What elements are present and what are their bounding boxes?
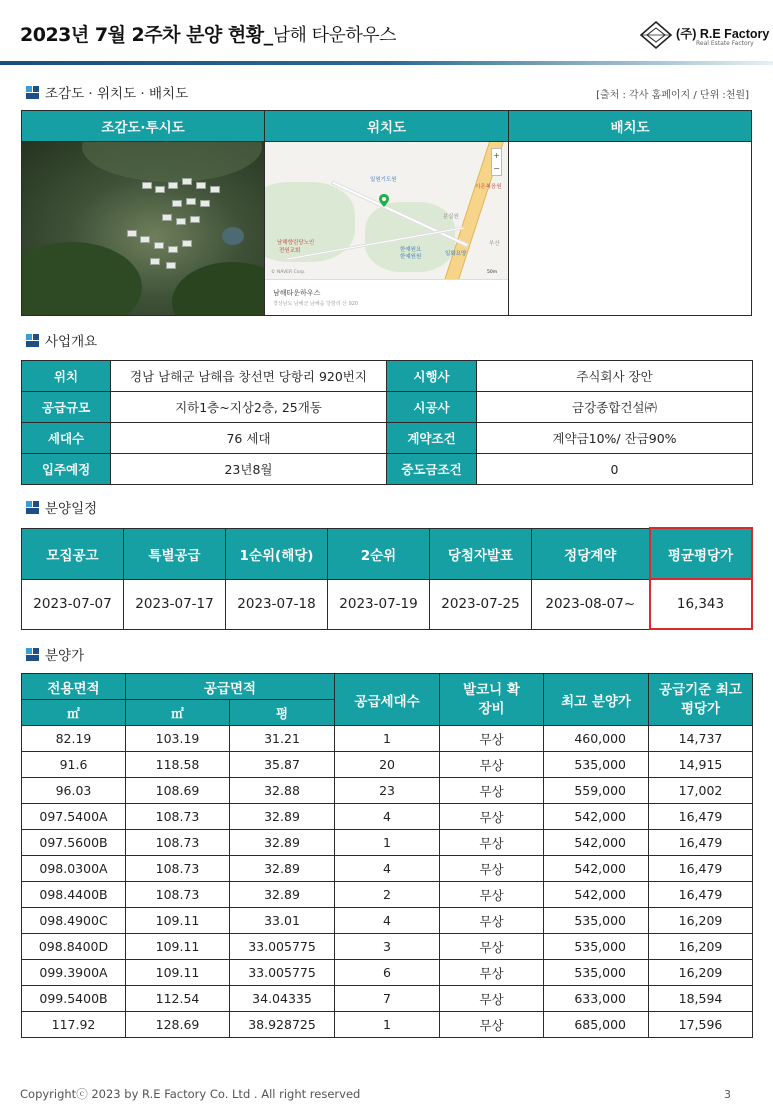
overview-table [21, 360, 753, 485]
cell-balcony: 무상 [440, 830, 544, 856]
cell-max-price: 535,000 [544, 960, 649, 986]
cell-exclusive-area: 91.6 [22, 752, 126, 778]
map-poi: 한예원원 [400, 254, 422, 260]
map-poi: 한예원요 [400, 247, 422, 253]
section-bullet-icon [26, 501, 39, 514]
title-main: 2023년 7월 2주차 분양 현황_ [20, 24, 273, 46]
cell-supply-m2: 108.73 [126, 804, 230, 830]
overview-key: 시공사 [387, 392, 477, 423]
section-heading-overview [26, 330, 97, 350]
header-max-per-pyeong: 공급기준 최고 평당가 [649, 674, 753, 726]
cell-balcony: 무상 [440, 804, 544, 830]
cell-supply-m2: 109.11 [126, 960, 230, 986]
schedule-value: 2023-07-17 [124, 579, 226, 629]
cell-supply-pyeong: 32.89 [230, 830, 335, 856]
table-row [22, 392, 753, 423]
aerial-view-image [22, 142, 264, 315]
cell-max-per-pyeong: 16,209 [649, 960, 753, 986]
overview-key: 세대수 [22, 423, 111, 454]
cell-supply-m2: 109.11 [126, 934, 230, 960]
schedule-header: 당첨자발표 [430, 528, 532, 579]
cell-supply-pyeong: 34.04335 [230, 986, 335, 1012]
section-heading-schedule [26, 497, 97, 517]
cell-supply-pyeong: 32.89 [230, 804, 335, 830]
cell-balcony: 무상 [440, 752, 544, 778]
section-bullet-icon [26, 334, 39, 347]
cell-exclusive-area: 098.4900C [22, 908, 126, 934]
cell-households: 4 [335, 856, 440, 882]
cell-exclusive-area: 098.8400D [22, 934, 126, 960]
cell-supply-m2: 108.73 [126, 882, 230, 908]
cell-exclusive-area: 96.03 [22, 778, 126, 804]
cell-balcony: 무상 [440, 960, 544, 986]
cell-supply-m2: 109.11 [126, 908, 230, 934]
col-header-aerial: 조감도·투시도 [22, 111, 265, 142]
price-table-body [22, 726, 753, 1038]
table-row [22, 528, 752, 579]
cell-max-price: 542,000 [544, 804, 649, 830]
cell-households: 1 [335, 726, 440, 752]
table-header-row [22, 674, 753, 700]
schedule-header-highlight: 평균평당가 [650, 528, 752, 579]
map-scale: 50m [487, 270, 498, 275]
schedule-header: 2순위 [328, 528, 430, 579]
cell-balcony: 무상 [440, 882, 544, 908]
schedule-value: 2023-07-25 [430, 579, 532, 629]
cell-max-per-pyeong: 16,479 [649, 830, 753, 856]
cell-max-price: 542,000 [544, 856, 649, 882]
logo-mark-icon [638, 20, 674, 50]
page-header [0, 0, 773, 68]
cell-max-price: 535,000 [544, 908, 649, 934]
cell-exclusive-area: 099.5400B [22, 986, 126, 1012]
header-max-price: 최고 분양가 [544, 674, 649, 726]
cell-exclusive-area: 82.19 [22, 726, 126, 752]
header-exclusive-area: 전용면적 [22, 674, 126, 700]
table-row [22, 778, 753, 804]
schedule-value: 2023-07-18 [226, 579, 328, 629]
cell-supply-m2: 103.19 [126, 726, 230, 752]
schedule-value-highlight: 16,343 [650, 579, 752, 629]
cell-households: 7 [335, 986, 440, 1012]
cell-households: 2 [335, 882, 440, 908]
map-credit: © NAVER Corp. [271, 270, 306, 275]
cell-balcony: 무상 [440, 726, 544, 752]
schedule-header: 정당계약 [532, 528, 650, 579]
header-unit-pyeong: 평 [230, 700, 335, 726]
cell-exclusive-area: 098.4400B [22, 882, 126, 908]
cell-exclusive-area: 098.0300A [22, 856, 126, 882]
cell-households: 4 [335, 908, 440, 934]
overview-key: 입주예정 [22, 454, 111, 485]
overview-key: 시행사 [387, 361, 477, 392]
overview-value: 지하1층~지상2층, 25개동 [111, 392, 387, 423]
overview-key: 공급규모 [22, 392, 111, 423]
zoom-in-button[interactable]: + [493, 151, 500, 160]
map-info-panel [265, 279, 508, 315]
page-title [20, 20, 396, 47]
cell-exclusive-area: 097.5400A [22, 804, 126, 830]
table-row [22, 1012, 753, 1038]
header-supply-area: 공급면적 [126, 674, 335, 700]
cell-supply-pyeong: 33.01 [230, 908, 335, 934]
cell-exclusive-area: 097.5600B [22, 830, 126, 856]
cell-balcony: 무상 [440, 778, 544, 804]
zoom-out-button[interactable]: − [493, 164, 500, 173]
map-poi: 시온복음원 [475, 184, 502, 190]
schedule-table [21, 527, 753, 630]
table-row [22, 454, 753, 485]
images-table [21, 110, 752, 316]
overview-key: 위치 [22, 361, 111, 392]
overview-key: 중도금조건 [387, 454, 477, 485]
cell-max-price: 633,000 [544, 986, 649, 1012]
map-place-address: 경상남도 남해군 남해읍 당항리 산 920 [273, 301, 359, 307]
cell-max-per-pyeong: 14,737 [649, 726, 753, 752]
map-poi: 부산 [489, 241, 500, 247]
aerial-view-cell [22, 142, 265, 316]
overview-value: 금강종합건설㈜ [477, 392, 753, 423]
overview-value: 계약금10%/ 잔금90% [477, 423, 753, 454]
cell-exclusive-area: 099.3900A [22, 960, 126, 986]
cell-supply-pyeong: 31.21 [230, 726, 335, 752]
location-map [265, 142, 508, 315]
schedule-header: 특별공급 [124, 528, 226, 579]
schedule-value: 2023-07-19 [328, 579, 430, 629]
table-row [22, 882, 753, 908]
cell-supply-m2: 112.54 [126, 986, 230, 1012]
footer-copyright: Copyrightⓒ 2023 by R.E Factory Co. Ltd . All right reserved [20, 1087, 361, 1101]
layout-plan-cell [509, 142, 752, 316]
map-place-name: 남해타운하우스 [273, 289, 321, 297]
header-divider [0, 61, 773, 65]
price-table [21, 673, 753, 1038]
cell-max-price: 559,000 [544, 778, 649, 804]
header-unit-m2: ㎡ [22, 700, 126, 726]
cell-max-per-pyeong: 18,594 [649, 986, 753, 1012]
cell-households: 6 [335, 960, 440, 986]
overview-key: 계약조건 [387, 423, 477, 454]
cell-max-per-pyeong: 14,915 [649, 752, 753, 778]
header-unit-m2: ㎡ [126, 700, 230, 726]
overview-value: 0 [477, 454, 753, 485]
cell-max-price: 535,000 [544, 934, 649, 960]
schedule-value: 2023-07-07 [22, 579, 124, 629]
schedule-header: 모집공고 [22, 528, 124, 579]
cell-households: 4 [335, 804, 440, 830]
section-heading-price [26, 644, 84, 664]
cell-balcony: 무상 [440, 934, 544, 960]
cell-supply-pyeong: 33.005775 [230, 934, 335, 960]
overview-value: 23년8월 [111, 454, 387, 485]
table-row [22, 856, 753, 882]
map-poi: 전원교회 [279, 248, 301, 254]
cell-balcony: 무상 [440, 908, 544, 934]
title-sub: 남해 타운하우스 [272, 25, 397, 46]
map-poi: 남해향린당노인 [277, 240, 315, 246]
cell-supply-pyeong: 38.928725 [230, 1012, 335, 1038]
logo-brand: (주) R.E Factory [676, 27, 770, 41]
section-bullet-icon [26, 648, 39, 661]
logo-tagline: Real Estate Factory [696, 40, 754, 47]
section-heading-label: 분양일정 [45, 501, 98, 517]
col-header-layout: 배치도 [509, 111, 752, 142]
cell-max-per-pyeong: 17,596 [649, 1012, 753, 1038]
table-row [22, 423, 753, 454]
map-poi: 일화요양 [445, 251, 467, 257]
cell-max-price: 535,000 [544, 752, 649, 778]
cell-households: 3 [335, 934, 440, 960]
overview-value: 주식회사 장안 [477, 361, 753, 392]
map-poi: 분실원 [443, 214, 459, 220]
cell-households: 20 [335, 752, 440, 778]
page-number: 3 [724, 1088, 731, 1101]
map-poi: 일원기도원 [370, 177, 397, 183]
section-heading-label: 분양가 [45, 648, 85, 664]
overview-value: 76 세대 [111, 423, 387, 454]
cell-supply-m2: 108.73 [126, 830, 230, 856]
cell-max-price: 542,000 [544, 882, 649, 908]
table-row [22, 830, 753, 856]
section-heading-label: 조감도 · 위치도 · 배치도 [45, 86, 189, 102]
section-heading-label: 사업개요 [45, 334, 98, 350]
col-header-location: 위치도 [265, 111, 509, 142]
table-row [22, 361, 753, 392]
table-row [22, 934, 753, 960]
company-logo [638, 18, 768, 52]
location-map-cell [265, 142, 509, 316]
cell-households: 1 [335, 830, 440, 856]
schedule-header: 1순위(해당) [226, 528, 328, 579]
cell-supply-m2: 128.69 [126, 1012, 230, 1038]
cell-supply-pyeong: 33.005775 [230, 960, 335, 986]
cell-supply-pyeong: 32.88 [230, 778, 335, 804]
overview-value: 경남 남해군 남해읍 창선면 당항리 920번지 [111, 361, 387, 392]
cell-supply-pyeong: 35.87 [230, 752, 335, 778]
cell-supply-m2: 118.58 [126, 752, 230, 778]
source-note: [출처 : 각사 홈페이지 / 단위 :천원] [596, 90, 749, 101]
cell-max-per-pyeong: 16,209 [649, 908, 753, 934]
header-balcony: 발코니 확장비 [440, 674, 544, 726]
cell-max-per-pyeong: 16,209 [649, 934, 753, 960]
cell-max-price: 460,000 [544, 726, 649, 752]
cell-households: 23 [335, 778, 440, 804]
cell-supply-pyeong: 32.89 [230, 856, 335, 882]
cell-balcony: 무상 [440, 986, 544, 1012]
table-row [22, 804, 753, 830]
cell-max-price: 542,000 [544, 830, 649, 856]
cell-supply-pyeong: 32.89 [230, 882, 335, 908]
cell-balcony: 무상 [440, 1012, 544, 1038]
table-row [22, 986, 753, 1012]
table-row [22, 726, 753, 752]
cell-max-per-pyeong: 16,479 [649, 804, 753, 830]
table-row [22, 579, 752, 629]
cell-supply-m2: 108.73 [126, 856, 230, 882]
section-bullet-icon [26, 86, 39, 99]
map-pin-icon [379, 194, 389, 207]
schedule-value: 2023-08-07~ [532, 579, 650, 629]
cell-supply-m2: 108.69 [126, 778, 230, 804]
table-row [22, 960, 753, 986]
cell-max-price: 685,000 [544, 1012, 649, 1038]
cell-max-per-pyeong: 17,002 [649, 778, 753, 804]
cell-households: 1 [335, 1012, 440, 1038]
cell-exclusive-area: 117.92 [22, 1012, 126, 1038]
cell-max-per-pyeong: 16,479 [649, 856, 753, 882]
section-heading-images [26, 82, 188, 102]
map-zoom-control[interactable] [491, 148, 502, 176]
table-row [22, 908, 753, 934]
cell-balcony: 무상 [440, 856, 544, 882]
table-row [22, 752, 753, 778]
cell-max-per-pyeong: 16,479 [649, 882, 753, 908]
header-households: 공급세대수 [335, 674, 440, 726]
